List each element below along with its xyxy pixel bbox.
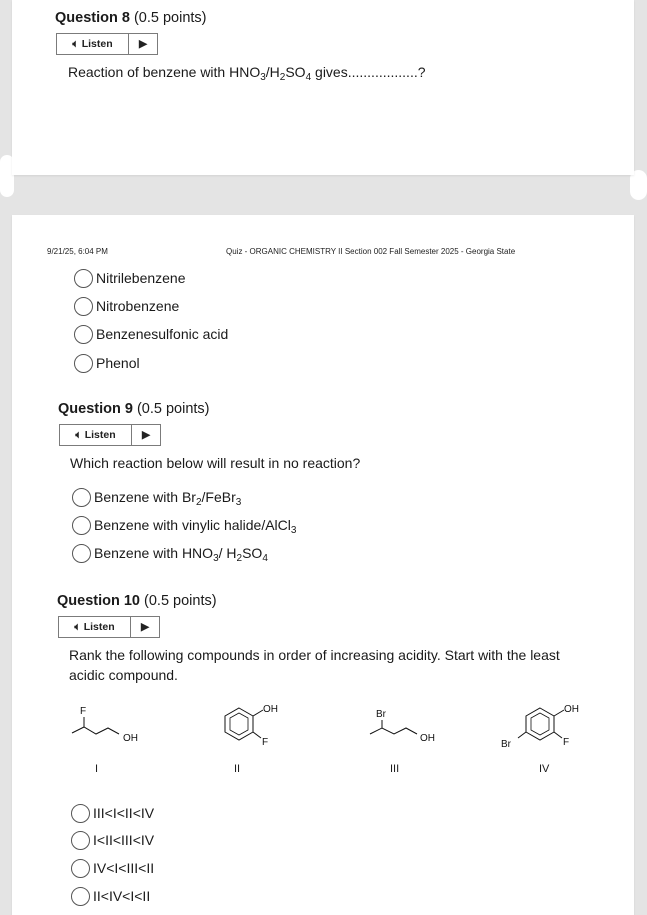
listen-button[interactable]: 🔈︎ Listen — [57, 34, 129, 54]
atom-label-oh: OH — [263, 704, 278, 715]
atom-label-f: F — [262, 737, 269, 748]
radio-button[interactable] — [74, 325, 93, 344]
radio-button[interactable] — [72, 516, 91, 535]
listen-button[interactable]: 🔈︎ Listen — [60, 425, 132, 445]
q10-option-2[interactable]: I<II<III<IV — [71, 830, 154, 850]
question-8-title: Question 8 (0.5 points) — [55, 10, 207, 26]
q9-listen-control — [59, 424, 161, 446]
question-10-title: Question 10 (0.5 points) — [57, 593, 217, 609]
atom-label-oh: OH — [564, 704, 579, 715]
question-8-text: Reaction of benzene with $HNO_3/H_2SO_4$ gives..................? — [68, 64, 426, 83]
q10-option-4[interactable]: II<IV<I<II — [71, 886, 150, 906]
radio-button[interactable] — [74, 354, 93, 373]
q10-listen-control — [58, 616, 160, 638]
print-timestamp: 9/21/25, 6:04 PM — [47, 247, 108, 256]
q8-option-4[interactable]: Phenol — [74, 353, 140, 373]
question-9-text: Which reaction below will result in no reaction? — [70, 455, 361, 471]
q8-option-1[interactable]: Nitrilebenzene — [74, 268, 186, 288]
q8-option-2[interactable]: Nitrobenzene — [74, 296, 179, 316]
compound-ii-label: II — [234, 763, 241, 775]
speaker-icon: 🔈︎ — [72, 37, 79, 50]
atom-label-br: Br — [376, 709, 386, 720]
atom-label-f: F — [563, 737, 570, 748]
question-9-title: Question 9 (0.5 points) — [58, 401, 210, 417]
page-1 — [12, 0, 634, 175]
play-icon: ▶ — [141, 429, 151, 441]
speaker-icon: 🔈︎ — [75, 428, 82, 441]
q9-option-3[interactable]: Benzene with $HNO_3/$ $H_2SO_4$ — [72, 543, 268, 563]
q9-option-1[interactable]: Benzene with $Br_2/FeBr_3$ — [72, 487, 241, 507]
radio-button[interactable] — [71, 887, 90, 906]
q10-option-1[interactable]: III<I<II<IV — [71, 803, 154, 823]
compound-iii-label: III — [390, 763, 400, 775]
compound-iv-structure — [492, 700, 592, 750]
atom-label-br: Br — [501, 739, 511, 750]
play-icon: ▶ — [138, 38, 148, 50]
radio-button[interactable] — [71, 859, 90, 878]
q10-option-3[interactable]: IV<I<III<II — [71, 858, 154, 878]
atom-label-oh: OH — [123, 733, 138, 744]
question-10-text-line-2: acidic compound. — [69, 667, 178, 683]
radio-button[interactable] — [74, 269, 93, 288]
compound-i-structure — [67, 703, 157, 753]
radio-button[interactable] — [71, 804, 90, 823]
play-button[interactable] — [129, 34, 157, 54]
question-10-text-line-1: Rank the following compounds in order of increasing acidity. Start with the least — [69, 647, 560, 663]
q9-option-2[interactable]: Benzene with vinylic halide/AlCl$_3$ — [72, 515, 296, 535]
print-title: Quiz - ORGANIC CHEMISTRY II Section 002 Fall Semester 2025 - Georgia State — [226, 247, 516, 256]
compound-ii-structure — [217, 700, 297, 750]
play-button[interactable] — [131, 617, 159, 637]
radio-button[interactable] — [71, 831, 90, 850]
radio-button[interactable] — [74, 297, 93, 316]
q8-option-3[interactable]: Benzenesulfonic acid — [74, 324, 228, 344]
atom-label-oh: OH — [420, 733, 435, 744]
atom-label-f: F — [80, 706, 87, 717]
play-icon: ▶ — [140, 621, 150, 633]
play-button[interactable] — [132, 425, 160, 445]
compound-iii-structure — [362, 703, 452, 753]
q8-listen-control — [56, 33, 158, 55]
radio-button[interactable] — [72, 488, 91, 507]
compound-i-label: I — [95, 763, 99, 775]
page-2 — [12, 215, 634, 915]
radio-button[interactable] — [72, 544, 91, 563]
compound-iv-label: IV — [539, 763, 550, 775]
listen-button[interactable]: 🔈︎ Listen — [59, 617, 131, 637]
speaker-icon: 🔈︎ — [74, 620, 81, 633]
